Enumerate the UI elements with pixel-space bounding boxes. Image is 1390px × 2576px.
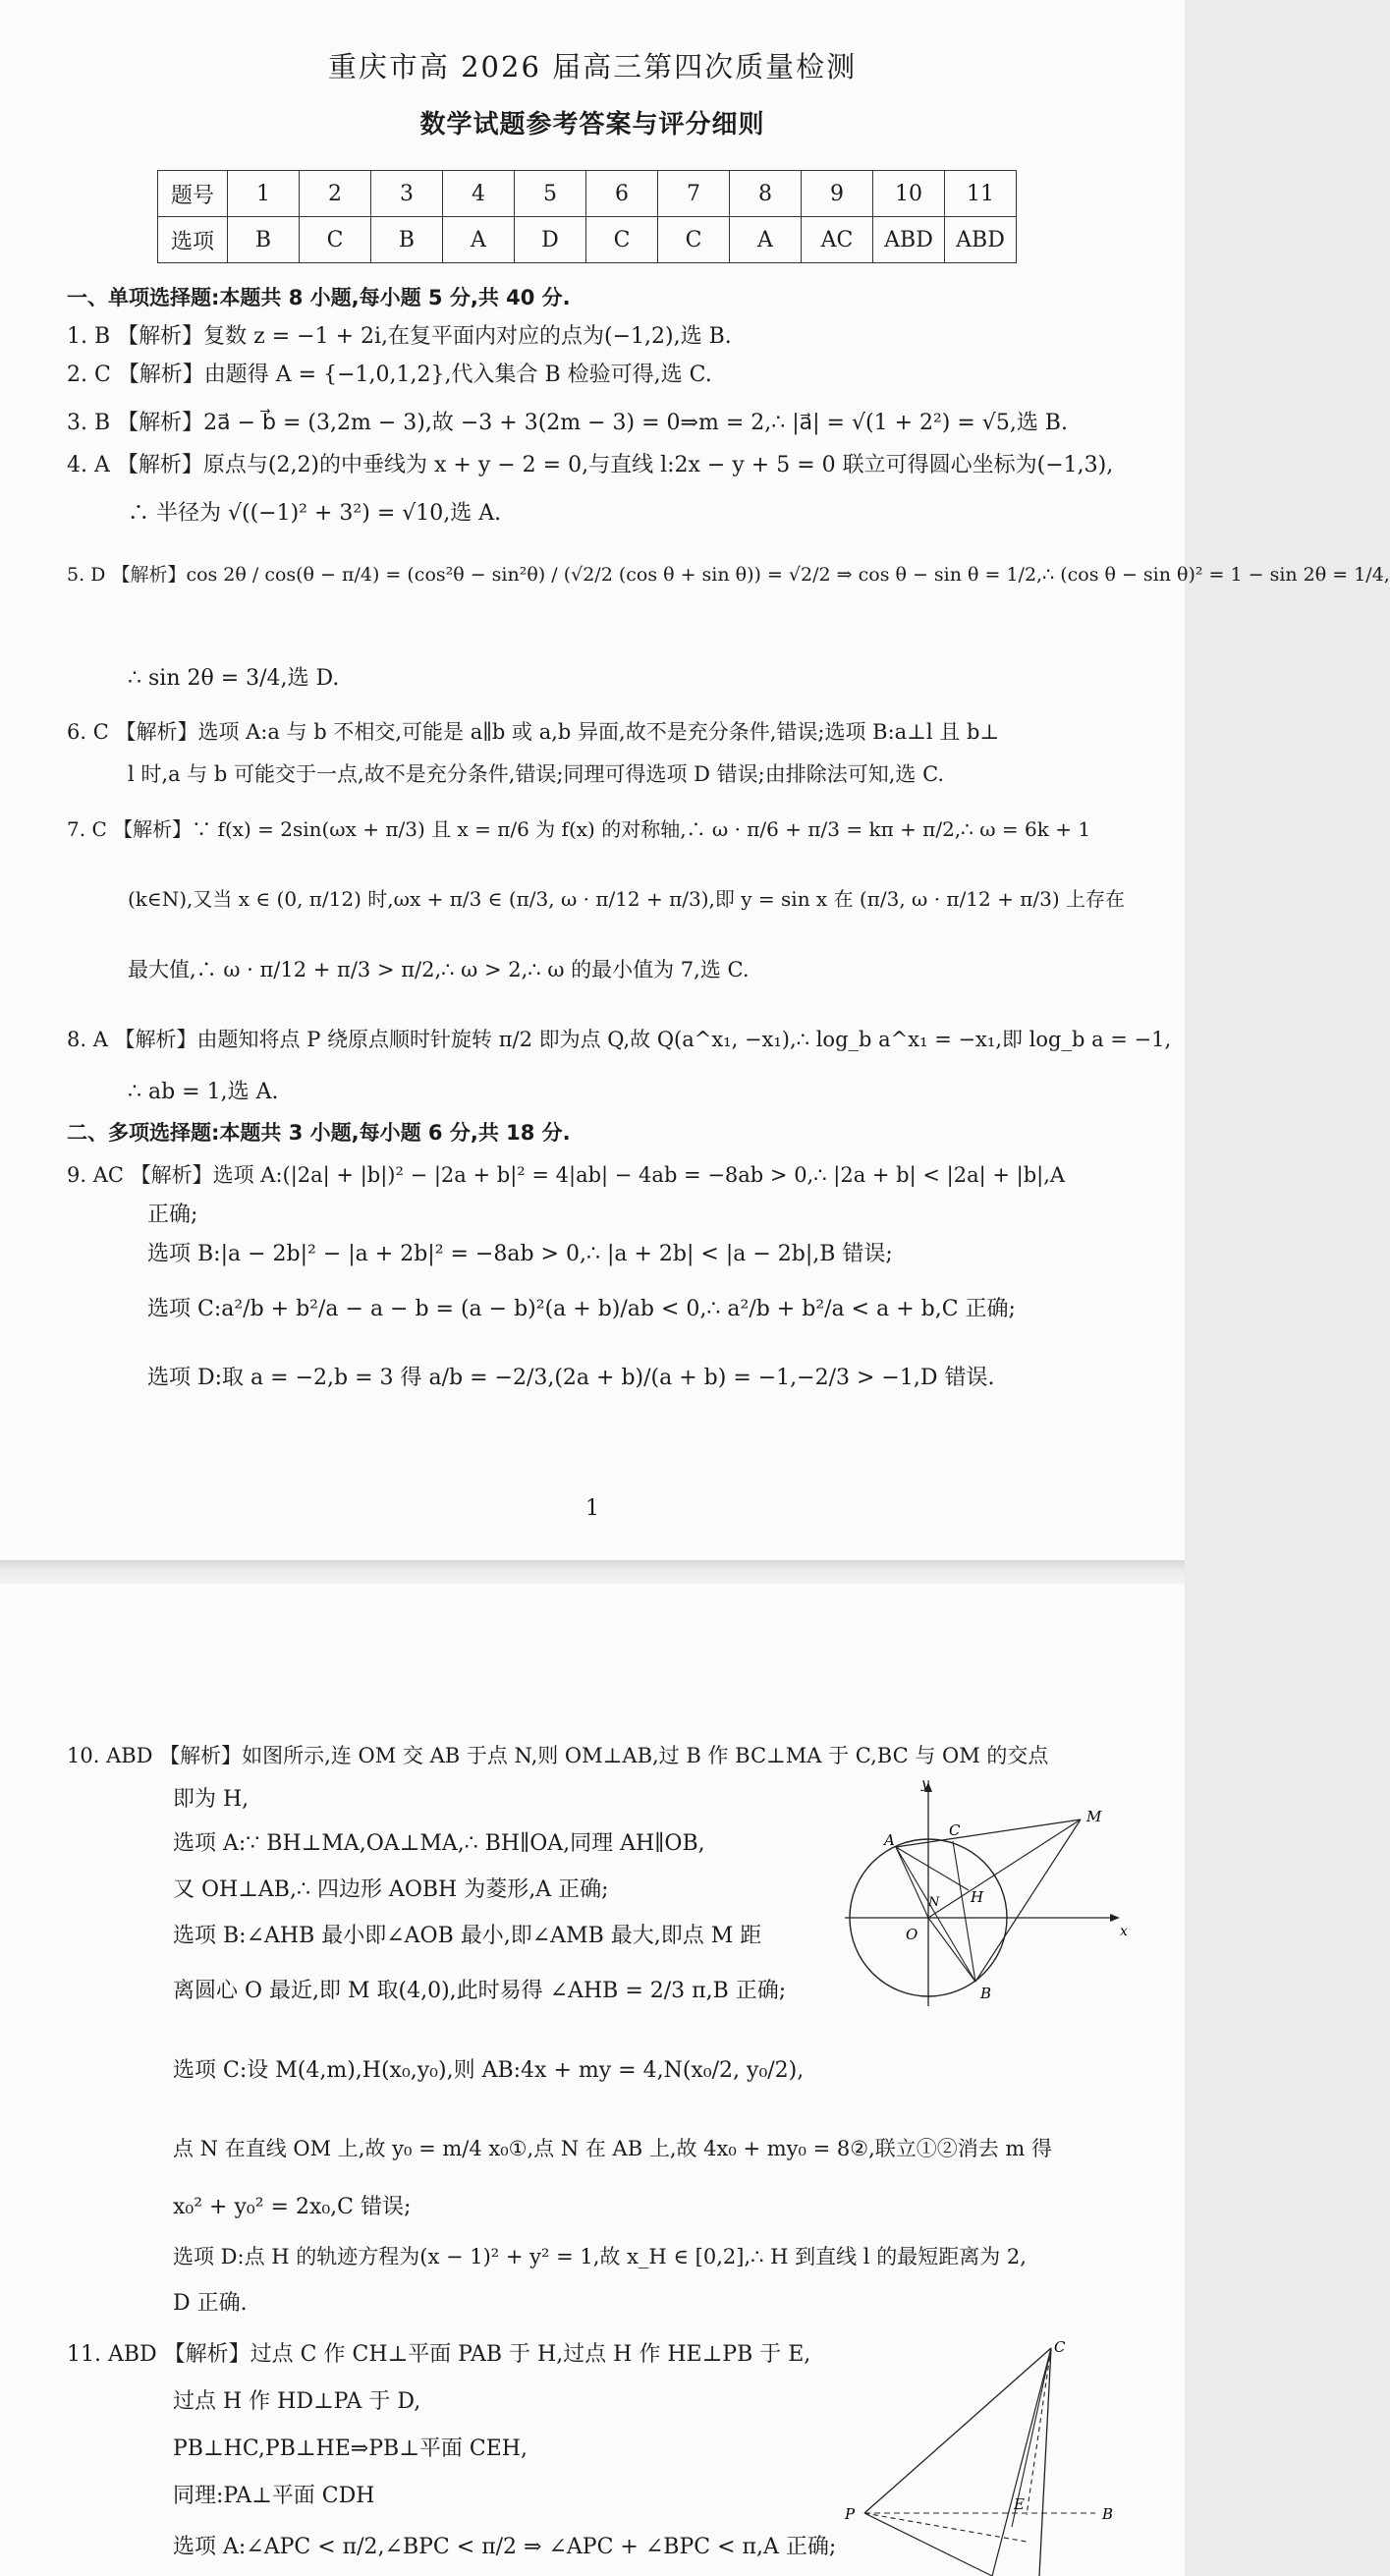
answer-line: 选项 A:∠APC < π/2,∠BPC < π/2 ⇒ ∠APC + ∠BPC < π,A 正确; (173, 2535, 837, 2559)
table-cell: 10 (873, 171, 945, 217)
answer-line: 又 OH⊥AB,∴ 四边形 AOBH 为菱形,A 正确; (173, 1877, 609, 1902)
label-e: E (1014, 2495, 1025, 2513)
table-cell: 2 (300, 171, 371, 217)
answer-line: ∴ ab = 1,选 A. (128, 1080, 279, 1104)
answer-line: 正确; (147, 1203, 198, 1227)
edge-c-front (992, 2348, 1051, 2576)
table-cell: A (443, 217, 515, 263)
table-cell: B (371, 217, 443, 263)
table-cell: 9 (802, 171, 873, 217)
label-y: y (921, 1776, 929, 1792)
table-cell: 3 (371, 171, 443, 217)
table-cell: 8 (730, 171, 802, 217)
table-row (158, 217, 1017, 263)
answer-line: l 时,a 与 b 可能交于一点,故不是充分条件,错误;同理可得选项 D 错误;由排除法可知,选 C. (128, 762, 945, 786)
answer-line: 6. C 【解析】选项 A:a 与 b 不相交,可能是 a∥b 或 a,b 异面,故不是充分条件,错误;选项 B:a⊥l 且 b⊥ (67, 720, 1000, 744)
label-b: B (980, 1985, 992, 2002)
answer-line: 11. ABD 【解析】过点 C 作 CH⊥平面 PAB 于 H,过点 H 作 HE⊥PB 于 E, (67, 2342, 811, 2367)
table-cell: D (515, 217, 586, 263)
answer-line: 选项 B:|a − 2b|² − |a + 2b|² = −8ab > 0,∴ |a + 2b| < |a − 2b|,B 错误; (147, 1242, 893, 1266)
answer-line: 5. D 【解析】cos 2θ / cos(θ − π/4) = (cos²θ − sin²θ) / (√2/2 (cos θ + sin θ)) = √2/2 ⇒ cos θ − sin θ = 1/2,∴ (cos θ − sin θ)² = 1 − sin 2θ = 1/4, (67, 564, 1390, 586)
label-p: P (845, 2505, 856, 2523)
label-x: x (1120, 1924, 1128, 1939)
answer-line: 3. B 【解析】2a⃗ − b⃗ = (3,2m − 3),故 −3 + 3(2m − 3) = 0⇒m = 2,∴ |a⃗| = √(1 + 2²) = √5,选 B. (67, 411, 1068, 435)
page-2 (0, 1584, 1185, 2576)
section-heading-single-choice: 一、单项选择题:本题共 8 小题,每小题 5 分,共 40 分. (67, 286, 571, 309)
label-m: M (1086, 1808, 1102, 1825)
answer-line: 1. B 【解析】复数 z = −1 + 2i,在复平面内对应的点为(−1,2),选 B. (67, 324, 732, 349)
label-c: C (949, 1821, 961, 1839)
table-cell: 11 (945, 171, 1017, 217)
answer-line: 离圆心 O 最近,即 M 取(4,0),此时易得 ∠AHB = 2/3 π,B 正确; (173, 1979, 787, 2003)
answer-line: PB⊥HC,PB⊥HE⇒PB⊥平面 CEH, (173, 2436, 528, 2461)
table-cell: ABD (873, 217, 945, 263)
answer-line: 2. C 【解析】由题得 A = {−1,0,1,2},代入集合 B 检验可得,选 C. (67, 363, 712, 387)
label-a: A (884, 1831, 895, 1849)
answer-line: 选项 C:设 M(4,m),H(x₀,y₀),则 AB:4x + my = 4,N(x₀/2, y₀/2), (173, 2058, 805, 2083)
answer-line: (k∈N),又当 x ∈ (0, π/12) 时,ωx + π/3 ∈ (π/3, ω · π/12 + π/3),即 y = sin x 在 (π/3, ω · π/12 + π/3) 上存在 (128, 887, 1125, 911)
answer-line: 过点 H 作 HD⊥PA 于 D, (173, 2389, 421, 2414)
table-cell: B (228, 217, 300, 263)
segment-oa (896, 1847, 928, 1918)
geometry-figure-circle (835, 1776, 1130, 2016)
geometry-figure-pyramid (845, 2340, 1130, 2576)
page-gap (0, 1560, 1185, 1584)
answer-line: 点 N 在直线 OM 上,故 y₀ = m/4 x₀①,点 N 在 AB 上,故 4x₀ + my₀ = 8②,联立①②消去 m 得 (173, 2137, 1053, 2160)
edge-p-front (864, 2513, 992, 2576)
label-b: B (1102, 2505, 1114, 2523)
answer-line: 最大值,∴ ω · π/12 + π/3 > π/2,∴ ω > 2,∴ ω 的最小值为 7,选 C. (128, 958, 750, 981)
segment-bc (953, 1841, 975, 1982)
table-cell: 1 (228, 171, 300, 217)
tangent-line-ma (896, 1820, 1081, 1847)
chord-ab (896, 1847, 975, 1982)
edge-cp (864, 2348, 1051, 2513)
table-cell: ABD (945, 217, 1017, 263)
answer-line: ∴ sin 2θ = 3/4,选 D. (128, 666, 340, 691)
answer-line: 选项 A:∵ BH⊥MA,OA⊥MA,∴ BH∥OA,同理 AH∥OB, (173, 1831, 705, 1856)
x-axis-arrow-icon (1110, 1914, 1120, 1922)
tangent-line-mb (975, 1820, 1081, 1982)
label-o: O (906, 1926, 918, 1943)
answer-line: 选项 D:取 a = −2,b = 3 得 a/b = −2/3,(2a + b)/(a + b) = −1,−2/3 > −1,D 错误. (147, 1366, 995, 1390)
answer-line: 7. C 【解析】∵ f(x) = 2sin(ωx + π/3) 且 x = π/6 为 f(x) 的对称轴,∴ ω · π/6 + π/3 = kπ + π/2,∴ ω = 6k + 1 (67, 817, 1091, 841)
answer-line: 10. ABD 【解析】如图所示,连 OM 交 AB 于点 N,则 OM⊥AB,过 B 作 BC⊥MA 于 C,BC 与 OM 的交点 (67, 1744, 1049, 1767)
table-cell: AC (802, 217, 873, 263)
answer-line: ∴ 半径为 √((−1)² + 3²) = √10,选 A. (128, 501, 502, 526)
table-cell: 4 (443, 171, 515, 217)
answer-line: 同理:PA⊥平面 CDH (173, 2484, 375, 2508)
answer-line: D 正确. (173, 2291, 248, 2316)
edge-c-base (1039, 2348, 1051, 2576)
table-header-cell: 题号 (158, 171, 228, 217)
document-subtitle: 数学试题参考答案与评分细则 (419, 110, 765, 140)
table-cell: A (730, 217, 802, 263)
table-cell: C (658, 217, 730, 263)
section-heading-multi-choice: 二、多项选择题:本题共 3 小题,每小题 6 分,共 18 分. (67, 1121, 571, 1145)
table-cell: 7 (658, 171, 730, 217)
label-c: C (1054, 2338, 1066, 2356)
label-h: H (971, 1888, 984, 1906)
answer-line: 4. A 【解析】原点与(2,2)的中垂线为 x + y − 2 = 0,与直线 l:2x − y + 5 = 0 联立可得圆心坐标为(−1,3), (67, 453, 1114, 477)
table-header-cell: 选项 (158, 217, 228, 263)
answer-line: 选项 D:点 H 的轨迹方程为(x − 1)² + y² = 1,故 x_H ∈ [0,2],∴ H 到直线 l 的最短距离为 2, (173, 2245, 1027, 2268)
answer-line: 即为 H, (173, 1787, 250, 1812)
answer-line: 选项 B:∠AHB 最小即∠AOB 最小,即∠AMB 最大,即点 M 距 (173, 1924, 762, 1948)
table-row (158, 171, 1017, 217)
label-n: N (928, 1895, 940, 1910)
answer-line: 选项 C:a²/b + b²/a − a − b = (a − b)²(a + b)/ab < 0,∴ a²/b + b²/a < a + b,C 正确; (147, 1297, 1016, 1321)
document-title: 重庆市高 2026 届高三第四次质量检测 (327, 50, 858, 84)
table-cell: 5 (515, 171, 586, 217)
segment-ob (928, 1918, 975, 1982)
answer-line: 8. A 【解析】由题知将点 P 绕原点顺时针旋转 π/2 即为点 Q,故 Q(a^x₁, −x₁),∴ log_b a^x₁ = −x₁,即 log_b a = −1, (67, 1028, 1172, 1051)
answer-line: 9. AC 【解析】选项 A:(|2a| + |b|)² − |2a + b|² = 4|ab| − 4ab = −8ab > 0,∴ |2a + b| < |2a| + |b|,A (67, 1163, 1066, 1187)
table-cell: C (300, 217, 371, 263)
page-number: 1 (585, 1496, 599, 1521)
answer-table (157, 170, 1017, 263)
table-cell: 6 (586, 171, 658, 217)
answer-line: x₀² + y₀² = 2x₀,C 错误; (173, 2195, 412, 2219)
table-cell: C (586, 217, 658, 263)
